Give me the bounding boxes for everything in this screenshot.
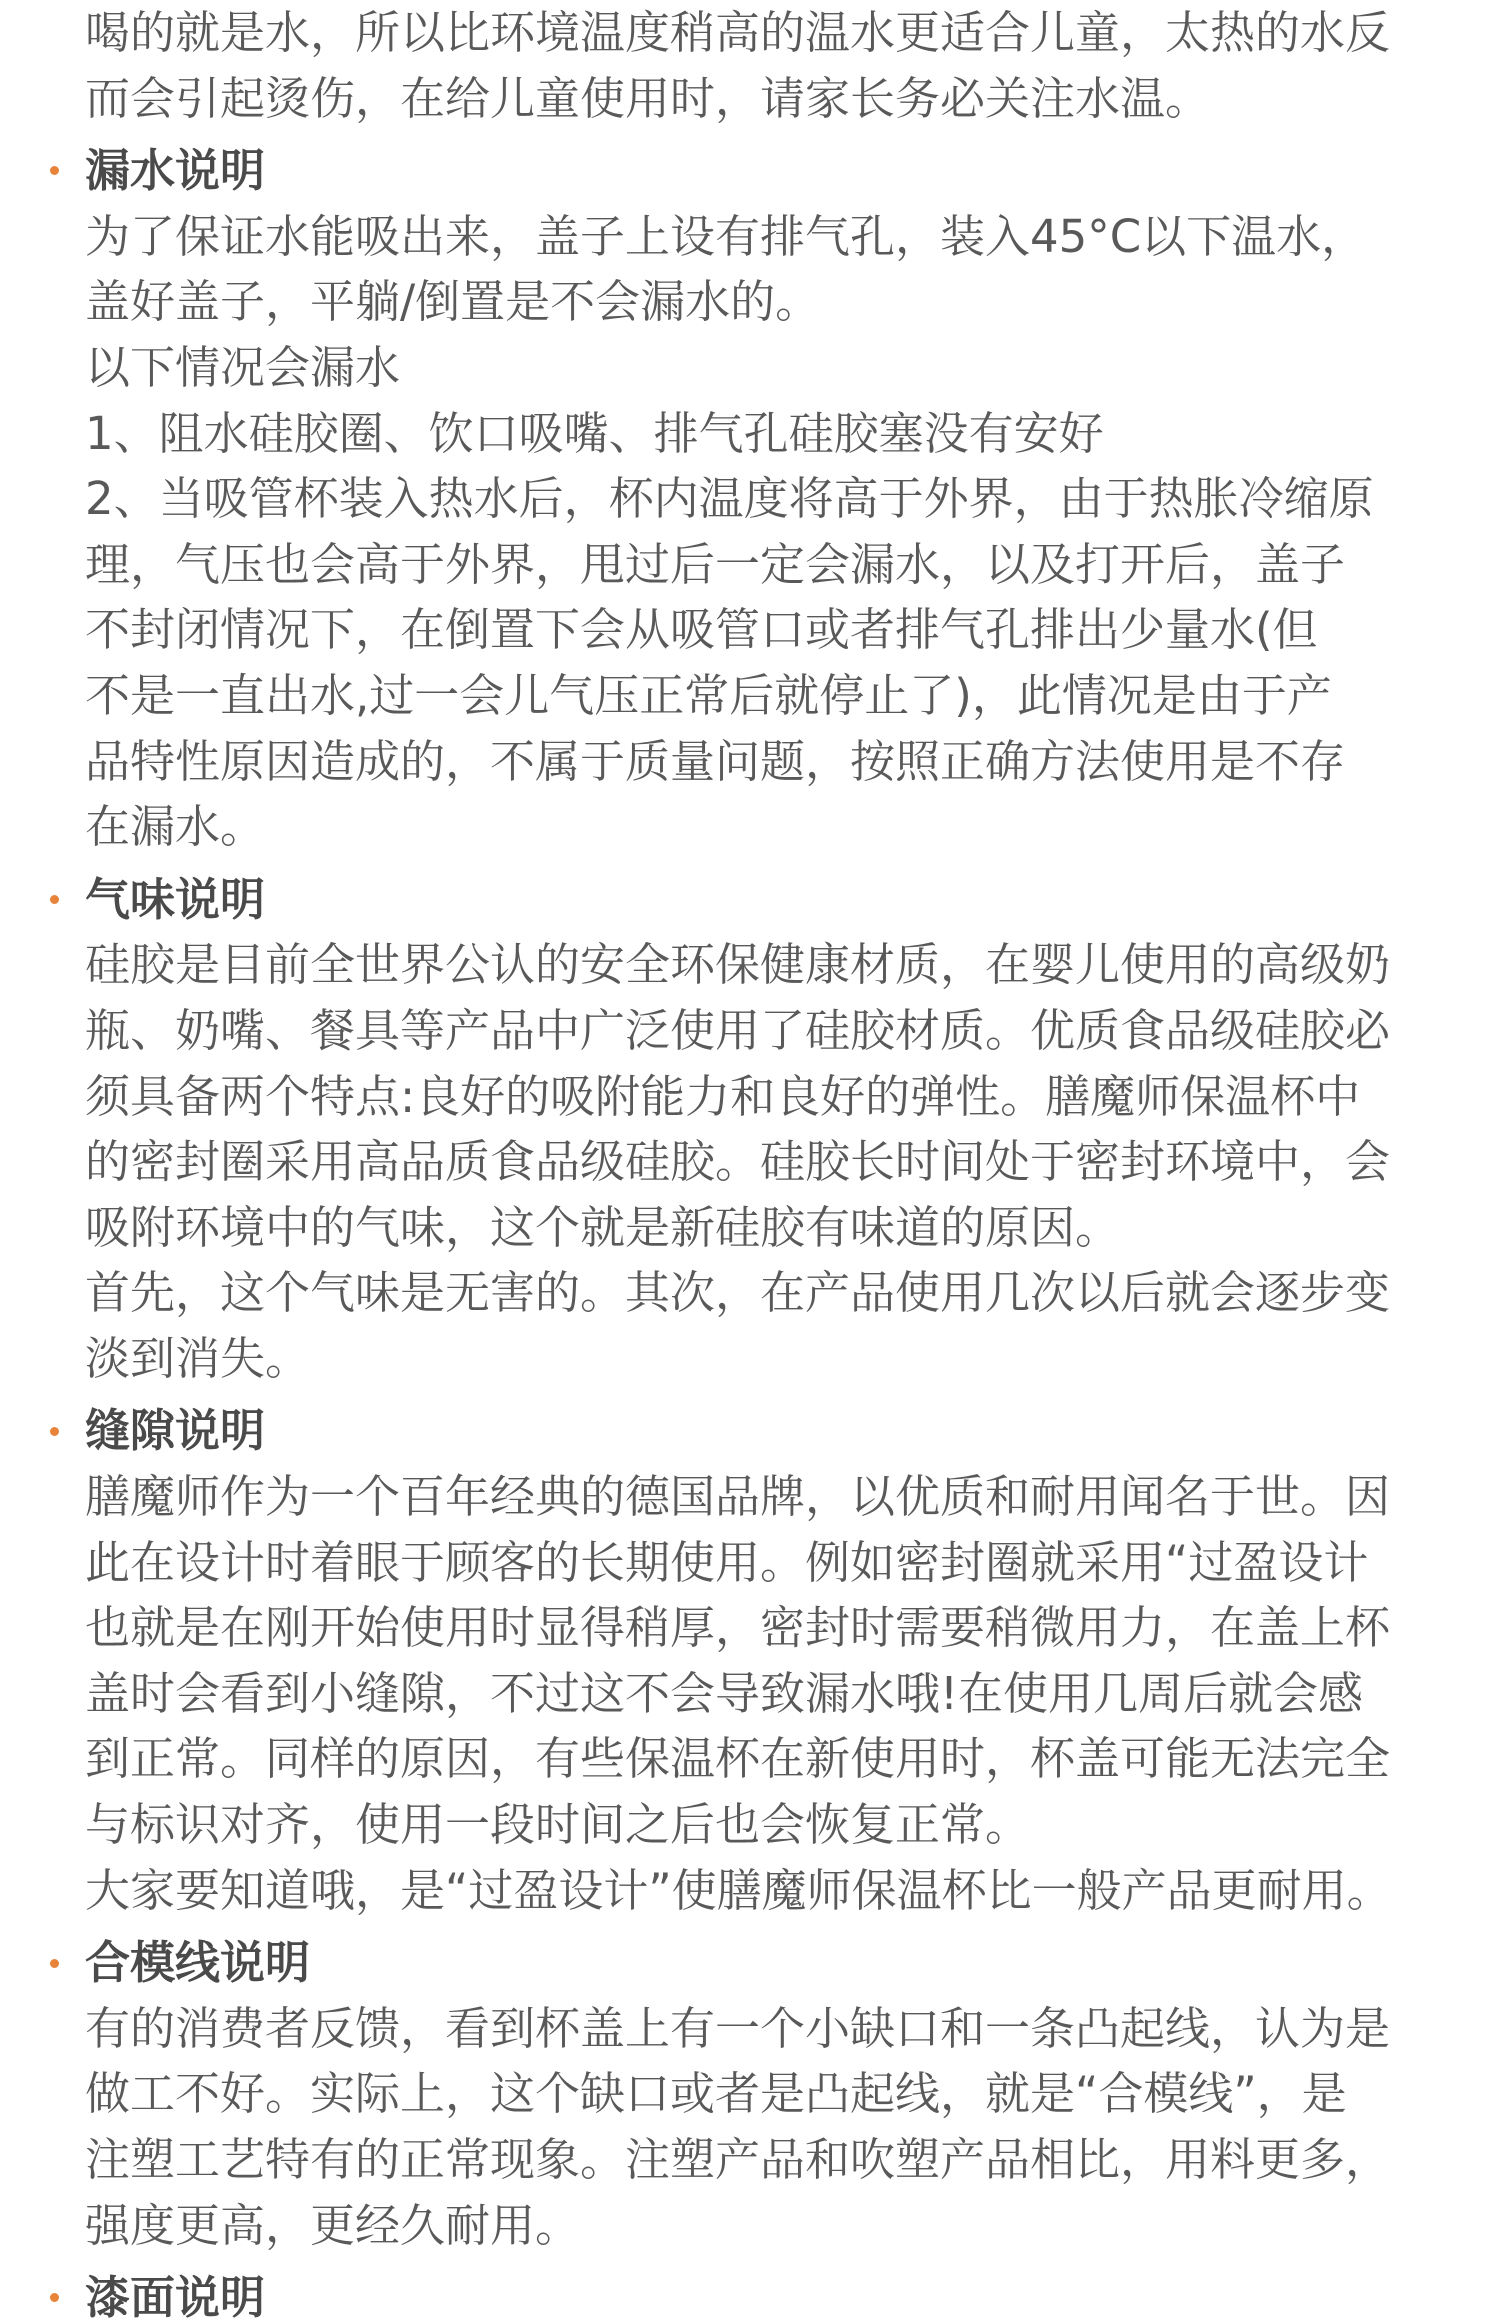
text-line: 不封闭情况下，在倒置下会从吸管口或者排气孔排出少量水(但 [85, 603, 1318, 657]
text-line: 注塑工艺特有的正常现象。注塑产品和吹塑产品相比，用料更多， [85, 2133, 1391, 2186]
text-line: 首先，这个气味是无害的。其次，在产品使用几次以后就会逐步变 [85, 1266, 1391, 1320]
text-line: 做工不好。实际上，这个缺口或者是凸起线，就是“合模线”，是 [85, 2067, 1347, 2121]
text-line: 在漏水。 [85, 800, 266, 854]
text-line: 品特性原因造成的，不属于质量问题，按照正确方法使用是不存 [85, 734, 1346, 788]
bullet-icon [50, 2293, 59, 2302]
text-line: 强度更高，更经久耐用。 [85, 2198, 581, 2252]
bullet-icon [50, 1427, 59, 1436]
text-line: 喝的就是水，所以比环境温度稍高的温水更适合儿童，太热的水反 [85, 6, 1391, 59]
text-line: 盖好盖子，平躺/倒置是不会漏水的。 [85, 275, 821, 329]
section-heading-label: 气味说明 [85, 872, 266, 926]
text-line: 也就是在刚开始使用时显得稍厚，密封时需要稍微用力，在盖上杯 [85, 1601, 1391, 1655]
text-line: 为了保证水能吸出来，盖子上设有排气孔，装入45°C以下温水， [85, 209, 1367, 263]
section-heading-leak [0, 138, 1500, 204]
section-heading-mold-line [0, 1930, 1500, 1996]
section-heading-label: 缝隙说明 [85, 1404, 266, 1458]
section-heading-odor [0, 867, 1500, 933]
text-line: 此在设计时着眼于顾客的长期使用。例如密封圈就采用“过盈设计 [85, 1535, 1369, 1589]
text-line: 与标识对齐，使用一段时间之后也会恢复正常。 [85, 1798, 1031, 1852]
section-heading-paint [0, 2265, 1500, 2321]
text-line: 膳魔师作为一个百年经典的德国品牌，以优质和耐用闻名于世。因 [85, 1470, 1391, 1524]
text-line: 吸附环境中的气味，这个就是新硅胶有味道的原因。 [85, 1200, 1121, 1254]
text-line: 瓶、奶嘴、餐具等产品中广泛使用了硅胶材质。优质食品级硅胶必 [85, 1003, 1391, 1057]
text-line: 淡到消失。 [85, 1331, 311, 1385]
section-heading-gap [0, 1398, 1500, 1464]
bullet-icon [50, 1959, 59, 1968]
section-heading-label: 合模线说明 [85, 1936, 311, 1990]
text-line: 理，气压也会高于外界，甩过后一定会漏水，以及打开后，盖子 [85, 537, 1346, 591]
section-heading-label: 漆面说明 [85, 2271, 266, 2322]
text-line: 而会引起烫伤，在给儿童使用时，请家长务必关注水温。 [85, 71, 1211, 125]
text-line: 不是一直出水,过一会儿气压正常后就停止了)，此情况是由于产 [85, 668, 1332, 722]
bullet-icon [50, 166, 59, 175]
text-line: 硅胶是目前全世界公认的安全环保健康材质，在婴儿使用的高级奶 [85, 938, 1391, 992]
text-line: 到正常。同样的原因，有些保温杯在新使用时，杯盖可能无法完全 [85, 1732, 1391, 1786]
text-line: 的密封圈采用高品质食品级硅胶。硅胶长时间处于密封环境中，会 [85, 1135, 1391, 1189]
text-line: 大家要知道哦，是“过盈设计”使膳魔师保温杯比一般产品更耐用。 [85, 1863, 1392, 1917]
text-line: 须具备两个特点:良好的吸附能力和良好的弹性。膳魔师保温杯中 [85, 1069, 1361, 1123]
text-line: 1、阻水硅胶圈、饮口吸嘴、排气孔硅胶塞没有安好 [85, 406, 1104, 460]
bullet-icon [50, 895, 59, 904]
text-line: 盖时会看到小缝隙，不过这不会导致漏水哦!在使用几周后就会感 [85, 1666, 1364, 1720]
text-line: 以下情况会漏水 [85, 340, 401, 394]
text-line: 2、当吸管杯装入热水后，杯内温度将高于外界，由于热胀冷缩原 [85, 472, 1374, 526]
section-heading-label: 漏水说明 [85, 144, 266, 198]
text-line: 有的消费者反馈，看到杯盖上有一个小缺口和一条凸起线，认为是 [85, 2001, 1391, 2055]
